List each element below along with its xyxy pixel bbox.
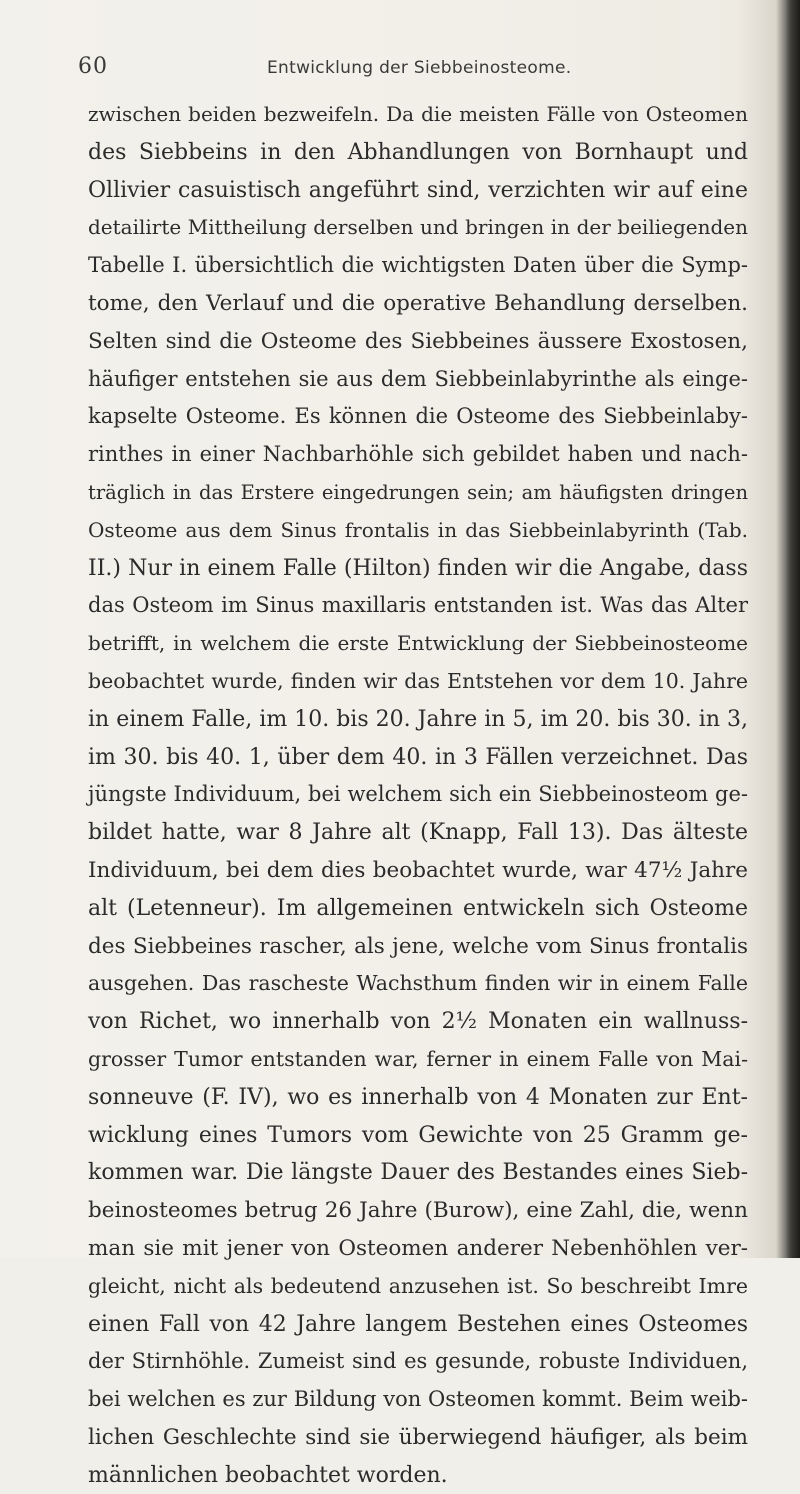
text-line: betrifft, in welchem die erste Entwicklung der Siebbeinosteome [88, 631, 748, 656]
text-line: kommen war. Die längste Dauer des Bestandes eines Sieb- [88, 1160, 748, 1186]
text-line: beinosteomes betrug 26 Jahre (Burow), eine Zahl, die, wenn [88, 1198, 748, 1224]
text-line: häufiger entstehen sie aus dem Siebbeinlabyrinthe als einge- [88, 366, 748, 391]
text-line: grosser Tumor entstanden war, ferner in einem Falle von Mai- [88, 1046, 748, 1071]
text-line: von Richet, wo innerhalb von 2½ Monaten ein wallnuss- [88, 1009, 748, 1035]
text-line: alt (Letenneur). Im allgemeinen entwickeln sich Osteome [88, 895, 748, 921]
text-line: bei welchen es zur Bildung von Osteomen kommt. Beim weib- [88, 1387, 748, 1412]
text-line: im 30. bis 40. 1, über dem 40. in 3 Fällen verzeichnet. Das [88, 744, 748, 770]
text-line: II.) Nur in einem Falle (Hilton) finden wir die Angabe, dass [88, 555, 748, 581]
running-head: Entwicklung der Siebbeinosteome. [267, 58, 572, 78]
text-line: wicklung eines Tumors vom Gewichte von 25 Gramm ge- [88, 1122, 748, 1148]
text-line: detailirte Mittheilung derselben und bringen in der beiliegenden [88, 215, 748, 240]
text-line: sonneuve (F. IV), wo es innerhalb von 4 Monaten zur Ent- [88, 1084, 748, 1110]
text-line: Tabelle I. übersichtlich die wichtigsten Daten über die Symp- [88, 253, 748, 278]
text-line: gleicht, nicht als bedeutend anzusehen ist. So beschreibt Imre [88, 1273, 748, 1298]
text-line: der Stirnhöhle. Zumeist sind es gesunde, robuste Individuen, [88, 1349, 748, 1374]
text-line: Selten sind die Osteome des Siebbeines äussere Exostosen, [88, 328, 748, 354]
text-line: jüngste Individuum, bei welchem sich ein Siebbeinosteom ge- [88, 782, 748, 807]
body-text [88, 96, 748, 1494]
page-number: 60 [78, 54, 108, 79]
text-line: träglich in das Erstere eingedrungen sein; am häufigsten dringen [88, 480, 748, 504]
text-line: des Siebbeines rascher, als jene, welche vom Sinus frontalis [88, 933, 748, 959]
text-line: beobachtet wurde, finden wir das Entstehen vor dem 10. Jahre [88, 668, 748, 693]
text-line: lichen Geschlechte sind sie überwiegend häufiger, als beim [88, 1424, 748, 1450]
text-line: man sie mit jener von Osteomen anderer Nebenhöhlen ver- [88, 1235, 748, 1261]
text-line: rinthes in einer Nachbarhöhle sich gebildet haben und nach- [88, 442, 748, 467]
text-line: zwischen beiden bezweifeln. Da die meisten Fälle von Osteomen [88, 102, 748, 126]
text-line: kapselte Osteome. Es können die Osteome des Siebbeinlaby- [88, 404, 748, 429]
text-line: Osteome aus dem Sinus frontalis in das Siebbeinlabyrinth (Tab. [88, 517, 748, 542]
page-binding-edge [786, 0, 800, 1258]
text-line: einen Fall von 42 Jahre langem Bestehen eines Osteomes [88, 1311, 748, 1337]
page-header [78, 48, 718, 78]
text-line: Individuum, bei dem dies beobachtet wurde, war 47½ Jahre [88, 857, 748, 883]
text-line: männlichen beobachtet worden. [88, 1462, 448, 1488]
text-line: Ollivier casuistisch angeführt sind, verzichten wir auf eine [88, 177, 748, 203]
text-line: in einem Falle, im 10. bis 20. Jahre in 5, im 20. bis 30. in 3, [88, 706, 748, 732]
text-line: des Siebbeins in den Abhandlungen von Bornhaupt und [88, 139, 748, 165]
text-line: tome, den Verlauf und die operative Behandlung derselben. [88, 290, 748, 316]
text-line: bildet hatte, war 8 Jahre alt (Knapp, Fall 13). Das älteste [88, 820, 748, 846]
text-line: ausgehen. Das rascheste Wachsthum finden wir in einem Falle [88, 971, 748, 996]
text-line: das Osteom im Sinus maxillaris entstanden ist. Was das Alter [88, 593, 748, 618]
